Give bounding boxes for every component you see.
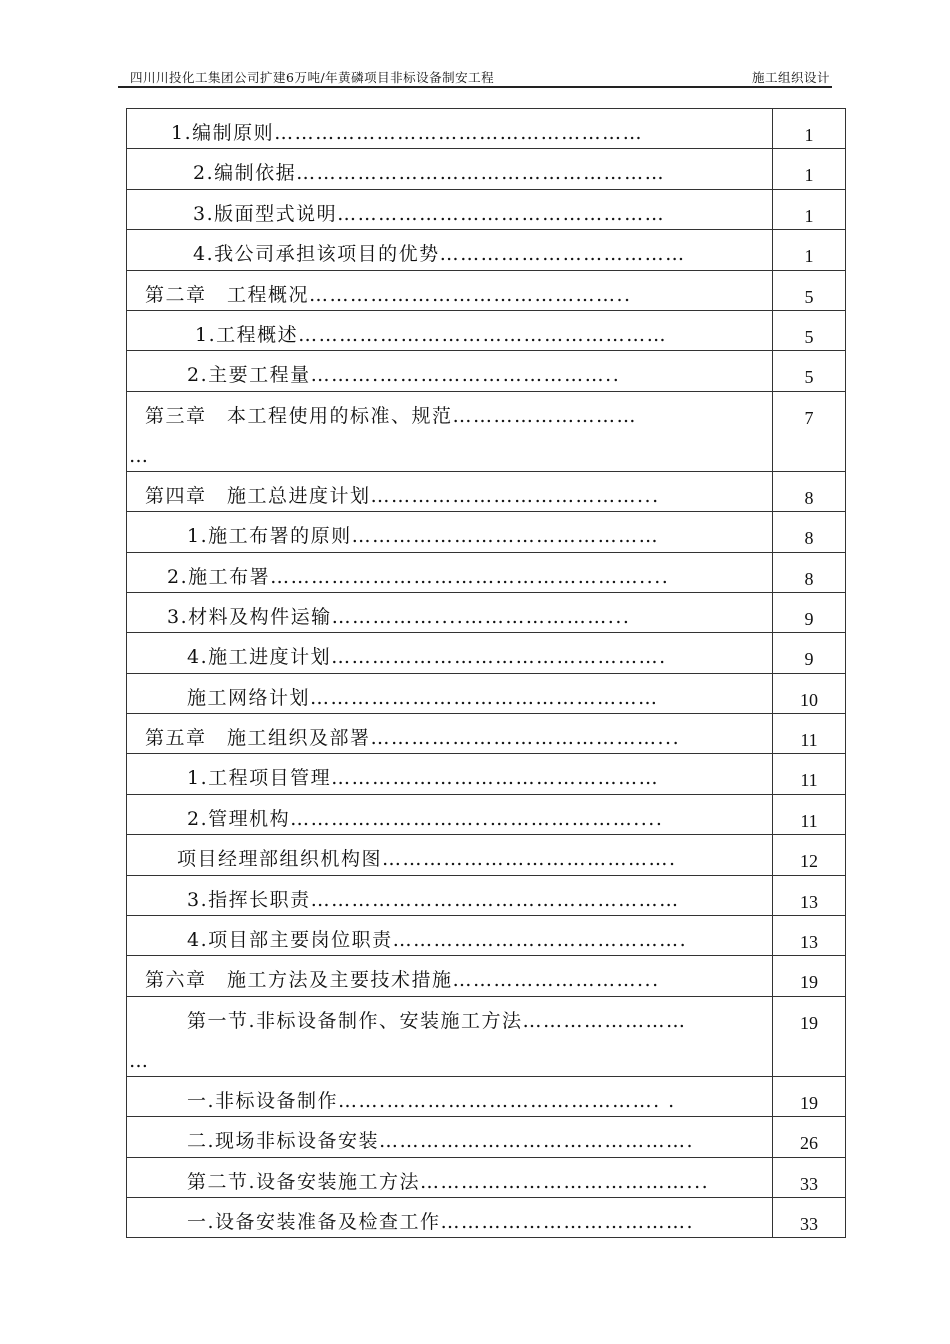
toc-entry-title: 二.现场非标设备安装………………………………………. — [187, 1130, 695, 1153]
toc-page-number: 33 — [800, 1173, 818, 1194]
toc-page-cell — [773, 149, 846, 189]
toc-row — [127, 754, 846, 794]
toc-page-cell — [773, 391, 846, 471]
toc-page-cell — [773, 351, 846, 391]
toc-page-number: 19 — [800, 1092, 818, 1113]
toc-page-cell — [773, 916, 846, 956]
toc-entry-title: 3.版面型式说明………………………………………… — [193, 202, 666, 225]
toc-page-number: 9 — [804, 649, 814, 670]
toc-entry-cell — [127, 916, 773, 956]
toc-entry-cell — [127, 794, 773, 834]
toc-entry-title: 2.编制依据……………………………………………… — [193, 162, 666, 185]
toc-row — [127, 875, 846, 915]
toc-entry-title: 第五章 施工组织及部署……………………………………... — [145, 727, 681, 750]
toc-page-number: 1 — [804, 165, 814, 186]
table-of-contents — [126, 108, 846, 1238]
toc-entry-cell — [127, 956, 773, 996]
header-document-type: 施工组织设计 — [751, 70, 830, 85]
toc-page-number: 1 — [804, 205, 814, 226]
toc-entry-cell — [127, 1117, 773, 1157]
toc-entry-cell — [127, 471, 773, 511]
toc-row — [127, 996, 846, 1076]
toc-row — [127, 835, 846, 875]
toc-row — [127, 1157, 846, 1197]
toc-entry-cell — [127, 270, 773, 310]
toc-page-number: 7 — [804, 407, 814, 428]
toc-row — [127, 956, 846, 996]
toc-entry-title: 第二章 工程概况……………………………………….. — [145, 283, 632, 306]
toc-row — [127, 916, 846, 956]
toc-entry-title: 第一节.非标设备制作、安装施工方法…………………… — [187, 1009, 687, 1032]
toc-page-cell — [773, 956, 846, 996]
toc-page-cell — [773, 835, 846, 875]
toc-page-cell — [773, 633, 846, 673]
toc-entry-cell — [127, 1076, 773, 1116]
toc-entry-title: 3.材料及构件运输……………....…………………... — [167, 605, 631, 628]
toc-entry-title: 4.施工进度计划…………………………………………. — [187, 646, 667, 669]
toc-page-cell — [773, 310, 846, 350]
toc-entry-cell — [127, 1197, 773, 1237]
toc-page-number: 5 — [804, 286, 814, 307]
toc-entry-title: 一.非标设备制作…….…………………………………. . — [187, 1089, 676, 1112]
toc-entry-title: 1.工程项目管理………………………………………… — [187, 767, 660, 790]
toc-page-cell — [773, 189, 846, 229]
toc-row — [127, 1117, 846, 1157]
toc-page-number: 13 — [800, 932, 818, 953]
toc-row — [127, 351, 846, 391]
toc-entry-cell — [127, 633, 773, 673]
toc-entry-cell — [127, 592, 773, 632]
toc-entry-cell — [127, 754, 773, 794]
toc-page-cell — [773, 1197, 846, 1237]
toc-entry-title: 1.工程概述……………………………………………… — [195, 323, 668, 346]
toc-entry-continuation: … — [129, 1049, 148, 1072]
toc-entry-title: 3.指挥长职责……………………………………………… — [187, 888, 680, 911]
toc-row — [127, 633, 846, 673]
toc-page-number: 12 — [800, 851, 818, 872]
toc-row — [127, 1076, 846, 1116]
toc-page-number: 11 — [800, 770, 818, 791]
toc-entry-cell — [127, 109, 773, 149]
toc-page-number: 19 — [800, 972, 818, 993]
toc-page-number: 9 — [804, 608, 814, 629]
toc-row — [127, 189, 846, 229]
toc-page-number: 13 — [800, 891, 818, 912]
toc-entry-continuation: … — [129, 444, 148, 467]
toc-entry-cell — [127, 714, 773, 754]
toc-entry-title: 第三章 本工程使用的标准、规范……………………… — [145, 404, 638, 427]
toc-row — [127, 391, 846, 471]
toc-entry-cell — [127, 1157, 773, 1197]
toc-row — [127, 270, 846, 310]
toc-page-cell — [773, 794, 846, 834]
toc-entry-title: 1.编制原则……………………………………………… — [171, 122, 644, 144]
toc-entry-title: 第四章 施工总进度计划…………………………………... — [145, 484, 660, 507]
toc-page-number: 1 — [804, 125, 814, 145]
toc-entry-title: 2.管理机构………………………..………………….... — [187, 807, 664, 830]
toc-page-cell — [773, 512, 846, 552]
toc-entry-title: 1.施工布署的原则……………………………………… — [187, 525, 660, 548]
toc-page-number: 8 — [804, 528, 814, 549]
toc-row — [127, 1197, 846, 1237]
toc-entry-cell — [127, 310, 773, 350]
toc-row — [127, 714, 846, 754]
toc-entry-title: 第六章 施工方法及主要技术措施………………………... — [145, 969, 660, 992]
toc-entry-title: 一.设备安装准备及检查工作………………………………. — [187, 1210, 695, 1233]
toc-entry-cell — [127, 512, 773, 552]
toc-entry-cell — [127, 835, 773, 875]
toc-page-number: 10 — [800, 689, 818, 710]
toc-row — [127, 512, 846, 552]
toc-entry-cell — [127, 189, 773, 229]
running-header — [118, 66, 832, 88]
toc-entry-cell — [127, 149, 773, 189]
toc-entry-cell — [127, 552, 773, 592]
toc-row — [127, 794, 846, 834]
toc-page-cell — [773, 109, 846, 149]
toc-page-cell — [773, 673, 846, 713]
toc-page-number: 1 — [804, 246, 814, 267]
toc-row — [127, 592, 846, 632]
toc-entry-cell — [127, 875, 773, 915]
toc-entry-title: 项目经理部组织机构图……………………………………. — [177, 848, 677, 871]
toc-entry-title: 施工网络计划…………………………………………… — [187, 686, 659, 709]
toc-page-cell — [773, 230, 846, 270]
toc-entry-title: 4.项目部主要岗位职责……………………………………. — [187, 929, 688, 952]
toc-page-cell — [773, 1076, 846, 1116]
toc-page-number: 11 — [800, 730, 818, 751]
toc-page-number: 19 — [800, 1012, 818, 1033]
toc-page-cell — [773, 875, 846, 915]
toc-row — [127, 673, 846, 713]
toc-page-cell — [773, 592, 846, 632]
toc-row — [127, 471, 846, 511]
toc-page-number: 11 — [800, 810, 818, 831]
toc-entry-cell — [127, 996, 773, 1076]
toc-entry-title: 4.我公司承担该项目的优势……………………………… — [193, 243, 686, 266]
toc-page-number: 8 — [804, 568, 814, 589]
toc-entry-title: 2.施工布署……………………………………………….... — [167, 565, 670, 588]
toc-page-cell — [773, 1117, 846, 1157]
toc-entry-cell — [127, 351, 773, 391]
toc-page-cell — [773, 714, 846, 754]
toc-page-cell — [773, 471, 846, 511]
toc-page-number: 33 — [800, 1213, 818, 1234]
toc-entry-cell — [127, 673, 773, 713]
toc-page-number: 8 — [804, 487, 814, 508]
toc-page-number: 5 — [804, 367, 814, 388]
toc-page-number: 26 — [800, 1133, 818, 1154]
toc-entry-cell — [127, 391, 773, 471]
toc-entry-title: 2.主要工程量……….…………………………….. — [187, 364, 621, 387]
toc-page-cell — [773, 754, 846, 794]
toc-page-cell — [773, 552, 846, 592]
toc-entry-title: 第二节.设备安装施工方法…………………………………... — [187, 1170, 710, 1193]
toc-row — [127, 310, 846, 350]
toc-page-cell — [773, 996, 846, 1076]
toc-row — [127, 149, 846, 189]
toc-page-cell — [773, 270, 846, 310]
toc-row — [127, 109, 846, 149]
header-project-title: 四川川投化工集团公司扩建6万吨/年黄磷项目非标设备制安工程 — [130, 70, 495, 85]
toc-page-number: 5 — [804, 326, 814, 347]
toc-page-cell — [773, 1157, 846, 1197]
toc-row — [127, 230, 846, 270]
toc-entry-cell — [127, 230, 773, 270]
toc-row — [127, 552, 846, 592]
